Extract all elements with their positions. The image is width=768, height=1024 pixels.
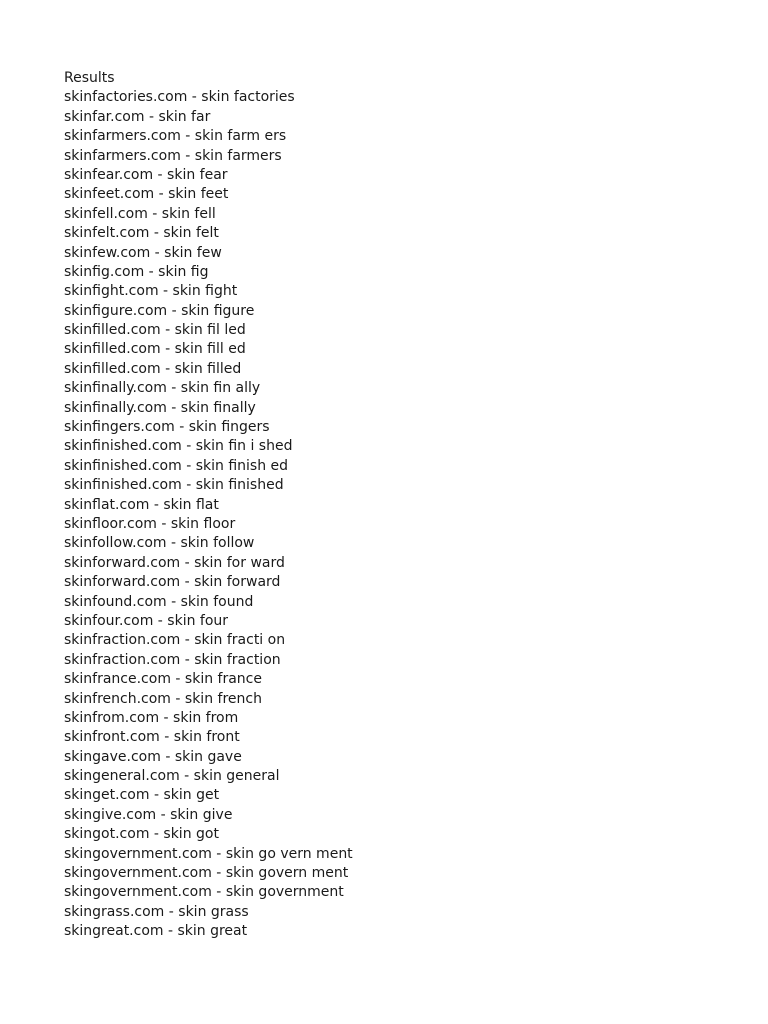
results-heading: Results [64,70,115,86]
result-line: skinfarmers.com - skin farm ers [64,128,287,145]
result-line: skingeneral.com - skin general [64,768,280,785]
result-line: skinforward.com - skin forward [64,574,281,591]
result-line: skingovernment.com - skin go vern ment [64,845,353,862]
result-line: skinfilled.com - skin fill ed [64,341,246,358]
result-line: skinfrench.com - skin french [64,690,262,707]
result-line: skinfinally.com - skin finally [64,399,256,416]
result-line: skinfinished.com - skin finished [64,477,284,494]
result-line: skingrass.com - skin grass [64,903,249,920]
result-line: skinfilled.com - skin fil led [64,322,246,339]
result-line: skinfound.com - skin found [64,593,254,610]
result-line: skingot.com - skin got [64,826,219,843]
result-line: skinfarmers.com - skin farmers [64,147,282,164]
result-line: skinfollow.com - skin follow [64,535,255,552]
result-line: skinfront.com - skin front [64,729,240,746]
result-line: skinfinished.com - skin finish ed [64,457,289,474]
result-line: skinfloor.com - skin floor [64,515,236,532]
result-line: skingreat.com - skin great [64,923,248,940]
result-line: skinfig.com - skin fig [64,263,209,280]
result-line: skinfour.com - skin four [64,612,229,629]
results-list [64,69,704,942]
result-line: skingovernment.com - skin govern ment [64,865,349,882]
result-line: skingave.com - skin gave [64,748,242,765]
result-line: skinfinished.com - skin fin i shed [64,438,293,455]
result-line: skinfingers.com - skin fingers [64,419,270,436]
result-line: skinfinally.com - skin fin ally [64,380,261,397]
result-line: skinfraction.com - skin fracti on [64,632,286,649]
result-line: skinfew.com - skin few [64,244,222,261]
result-line: skinget.com - skin get [64,787,220,804]
result-line: skingovernment.com - skin government [64,884,344,901]
result-line: skinfigure.com - skin figure [64,302,255,319]
result-line: skinflat.com - skin flat [64,496,219,513]
result-line: skinfear.com - skin fear [64,166,228,183]
result-line: skinfell.com - skin fell [64,205,216,222]
result-line: skinfight.com - skin fight [64,283,238,300]
result-line: skinfrom.com - skin from [64,709,239,726]
result-line: skinfar.com - skin far [64,108,211,125]
result-line: skinfrance.com - skin france [64,671,262,688]
result-line: skinfactories.com - skin factories [64,89,295,106]
result-line: skinfraction.com - skin fraction [64,651,281,668]
result-line: skinfeet.com - skin feet [64,186,229,203]
result-line: skinforward.com - skin for ward [64,554,285,571]
result-line: skinfelt.com - skin felt [64,225,219,242]
result-line: skingive.com - skin give [64,806,233,823]
result-line: skinfilled.com - skin filled [64,360,242,377]
